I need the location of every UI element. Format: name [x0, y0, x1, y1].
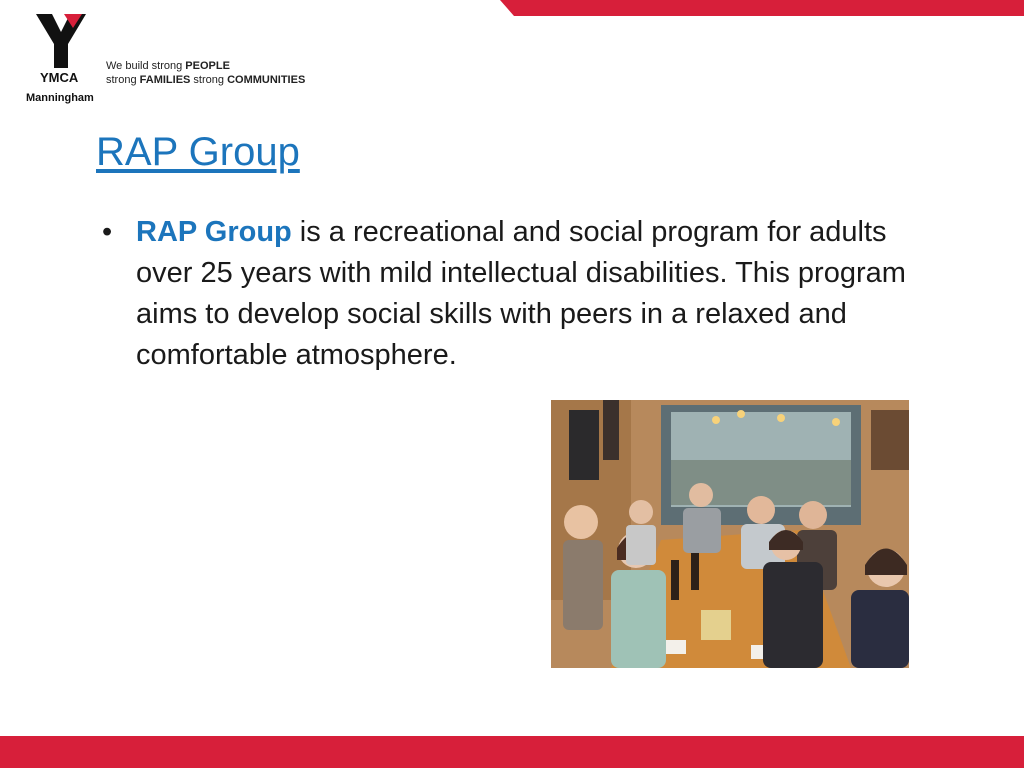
slide-title: RAP Group	[96, 130, 300, 174]
top-red-stripe	[500, 0, 1024, 16]
group-photo	[551, 400, 909, 668]
bullet-highlight: RAP Group	[136, 216, 292, 248]
logo-org-text: YMCA	[40, 70, 79, 85]
bullet-item	[102, 212, 932, 376]
bullet-marker: •	[102, 216, 113, 248]
ymca-logo	[26, 12, 326, 112]
group-photo-illustration	[551, 400, 909, 668]
logo-place-text: Manningham	[26, 92, 94, 104]
bottom-red-bar	[0, 736, 1024, 768]
logo-tagline: We build strong PEOPLE strong FAMILIES strong COMMUNITIES	[106, 60, 306, 86]
bullet-body: is a recreational and social program for adults over 25 years with mild intellectual disabilities. This program aims to develop social skills with peers in a relaxed and comfortable atmosphere.	[136, 216, 906, 371]
ymca-y-icon	[34, 12, 88, 70]
bullet-text	[136, 212, 932, 376]
